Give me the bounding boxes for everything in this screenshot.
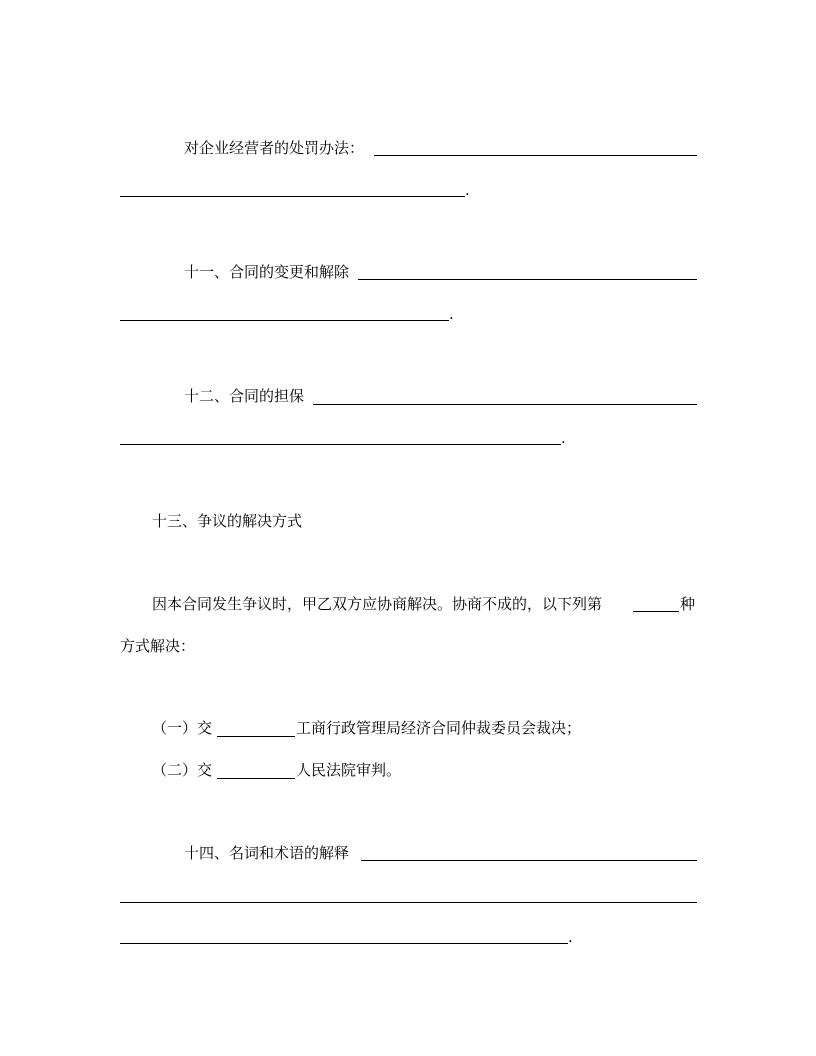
option-2-prefix: （二）交 — [152, 761, 213, 779]
section-11-end-mark: . — [449, 305, 454, 323]
section-14-heading: 十四、名词和术语的解释 — [184, 844, 350, 862]
section-13-heading: 十三、争议的解决方式 — [152, 512, 303, 530]
penalty-blank-line-2[interactable] — [120, 196, 465, 197]
section-13-paragraph-line-2: 方式解决： — [120, 637, 196, 655]
section-14-end-mark: . — [568, 928, 573, 946]
option-1-suffix: 工商行政管理局经济合同仲裁委员会裁决； — [296, 719, 582, 737]
penalty-label: 对企业经营者的处罚办法： — [184, 139, 365, 157]
section-11-blank-line-2[interactable] — [120, 320, 449, 321]
section-12-blank-line-1[interactable] — [313, 404, 697, 405]
option-1-blank[interactable] — [217, 736, 295, 737]
section-12-heading: 十二、合同的担保 — [184, 387, 305, 405]
section-11-heading: 十一、合同的变更和解除 — [184, 263, 350, 281]
section-14-blank-line-3[interactable] — [120, 943, 568, 944]
section-14-blank-line-2[interactable] — [120, 902, 697, 903]
section-13-choice-blank[interactable] — [633, 611, 679, 612]
section-14-blank-line-1[interactable] — [361, 860, 697, 861]
option-2-blank[interactable] — [217, 778, 295, 779]
penalty-end-mark: . — [465, 181, 470, 199]
section-13-paragraph-suffix: 种 — [680, 595, 696, 613]
penalty-blank-line-1[interactable] — [374, 155, 697, 156]
section-12-end-mark: . — [561, 429, 566, 447]
section-12-blank-line-2[interactable] — [120, 444, 561, 445]
option-1-prefix: （一）交 — [152, 719, 213, 737]
section-13-paragraph-prefix: 因本合同发生争议时，甲乙双方应协商解决。协商不成的，以下列第 — [152, 595, 603, 613]
option-2-suffix: 人民法院审判。 — [296, 761, 402, 779]
section-11-blank-line-1[interactable] — [358, 279, 697, 280]
